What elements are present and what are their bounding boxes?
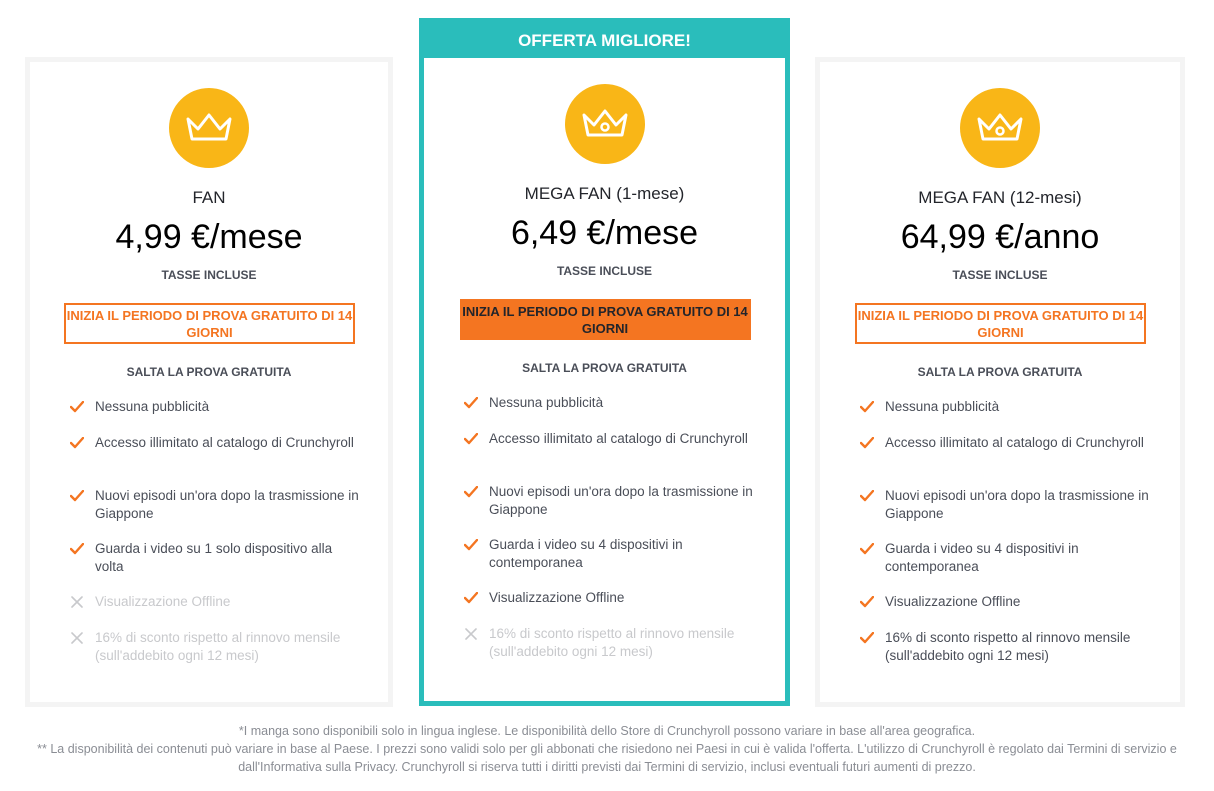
feature-text: Guarda i video su 4 dispositivi in contemporanea xyxy=(885,541,1079,574)
check-icon xyxy=(70,543,84,555)
feature-text: Visualizzazione Offline xyxy=(885,594,1021,609)
feature-item xyxy=(70,629,360,665)
feature-item xyxy=(860,434,1150,452)
plan-price: 6,49 €/mese xyxy=(510,214,699,252)
footnote-legal: ** La disponibilità dei contenuti può variare in base al Paese. I prezzi sono validi solo per gli abbonati che risiedono nei Paesi in cui è valida l'offerta. L'utilizzo di Crunchyroll è regolato dai Termini di servizio e dall'Informativa sulla Privacy. Crunchyroll si riserva tutti i diritti previsti dai Termini di servizio, inclusi eventuali futuri aumenti di prezzo. xyxy=(37,742,1177,774)
feature-item xyxy=(860,398,1150,416)
feature-text: Visualizzazione Offline xyxy=(489,590,625,605)
crown-jewel-icon xyxy=(960,88,1040,168)
feature-item xyxy=(70,593,360,611)
skip-trial-link[interactable]: SALTA LA PROVA GRATUITA xyxy=(126,365,292,379)
plan-name: MEGA FAN (12-mesi) xyxy=(918,188,1082,207)
check-icon xyxy=(860,437,874,449)
feature-item xyxy=(860,629,1150,665)
feature-text: Nuovi episodi un'ora dopo la trasmissione in Giappone xyxy=(489,484,753,517)
feature-text: Accesso illimitato al catalogo di Crunchyroll xyxy=(95,435,354,450)
feature-text: Accesso illimitato al catalogo di Crunchyroll xyxy=(489,431,748,446)
feature-text: Nessuna pubblicità xyxy=(95,399,210,414)
feature-text: Guarda i video su 1 solo dispositivo alla volta xyxy=(95,541,333,574)
feature-item xyxy=(464,589,754,607)
cross-icon xyxy=(70,596,84,608)
start-trial-button[interactable]: INIZIA IL PERIODO DI PROVA GRATUITO DI 14 GIORNI xyxy=(855,303,1146,344)
feature-text: 16% di sconto rispetto al rinnovo mensile (sull'addebito ogni 12 mesi) xyxy=(885,630,1131,663)
plan-name: FAN xyxy=(192,188,226,207)
tax-label: TASSE INCLUSE xyxy=(556,264,653,278)
plan-card-fan xyxy=(25,57,393,707)
check-icon xyxy=(464,433,478,445)
feature-text: 16% di sconto rispetto al rinnovo mensile (sull'addebito ogni 12 mesi) xyxy=(489,626,735,659)
crown-jewel-icon xyxy=(565,84,645,164)
check-icon xyxy=(464,592,478,604)
plan-name: MEGA FAN (1-mese) xyxy=(524,184,685,203)
crown-shape xyxy=(580,107,630,141)
feature-text: Visualizzazione Offline xyxy=(95,594,231,609)
cross-icon xyxy=(464,628,478,640)
feature-item xyxy=(860,487,1150,523)
check-icon xyxy=(860,543,874,555)
cross-icon xyxy=(70,632,84,644)
tax-label: TASSE INCLUSE xyxy=(161,268,257,282)
start-trial-button[interactable]: INIZIA IL PERIODO DI PROVA GRATUITO DI 14 GIORNI xyxy=(460,299,751,340)
plan-price: 64,99 €/anno xyxy=(900,218,1100,256)
check-icon xyxy=(860,632,874,644)
feature-item xyxy=(464,430,754,448)
feature-text: Nuovi episodi un'ora dopo la trasmissione in Giappone xyxy=(95,488,359,521)
check-icon xyxy=(70,401,84,413)
feature-item xyxy=(70,540,360,576)
footnotes xyxy=(20,722,1194,776)
crown-shape xyxy=(975,111,1025,145)
check-icon xyxy=(860,401,874,413)
feature-text: Nessuna pubblicità xyxy=(885,399,1000,414)
feature-text: Accesso illimitato al catalogo di Crunchyroll xyxy=(885,435,1144,450)
check-icon xyxy=(464,397,478,409)
plan-price: 4,99 €/mese xyxy=(115,218,303,256)
feature-text: Nuovi episodi un'ora dopo la trasmissione in Giappone xyxy=(885,488,1149,521)
skip-trial-link[interactable]: SALTA LA PROVA GRATUITA xyxy=(522,361,687,375)
feature-item xyxy=(464,394,754,412)
plan-card-mega-fan-monthly xyxy=(419,18,790,706)
start-trial-button[interactable]: INIZIA IL PERIODO DI PROVA GRATUITO DI 14 GIORNI xyxy=(64,303,355,344)
best-offer-ribbon: OFFERTA MIGLIORE! xyxy=(424,23,785,58)
feature-item xyxy=(464,625,754,661)
check-icon xyxy=(860,490,874,502)
check-icon xyxy=(70,490,84,502)
feature-item xyxy=(464,536,754,572)
feature-item xyxy=(860,593,1150,611)
check-icon xyxy=(464,486,478,498)
crown-shape xyxy=(184,111,234,145)
feature-item xyxy=(464,483,754,519)
feature-text: 16% di sconto rispetto al rinnovo mensile (sull'addebito ogni 12 mesi) xyxy=(95,630,341,663)
crown-icon xyxy=(169,88,249,168)
feature-item xyxy=(70,487,360,523)
feature-item xyxy=(70,398,360,416)
plan-card-mega-fan-yearly xyxy=(815,57,1185,707)
footnote-manga: *I manga sono disponibili solo in lingua inglese. Le disponibilità dello Store di Crunchyroll possono variare in base all'area geografica. xyxy=(238,724,976,738)
feature-text: Guarda i video su 4 dispositivi in contemporanea xyxy=(489,537,683,570)
check-icon xyxy=(860,596,874,608)
feature-text: Nessuna pubblicità xyxy=(489,395,604,410)
check-icon xyxy=(464,539,478,551)
feature-item xyxy=(70,434,360,452)
tax-label: TASSE INCLUSE xyxy=(952,268,1048,282)
check-icon xyxy=(70,437,84,449)
skip-trial-link[interactable]: SALTA LA PROVA GRATUITA xyxy=(917,365,1083,379)
feature-item xyxy=(860,540,1150,576)
